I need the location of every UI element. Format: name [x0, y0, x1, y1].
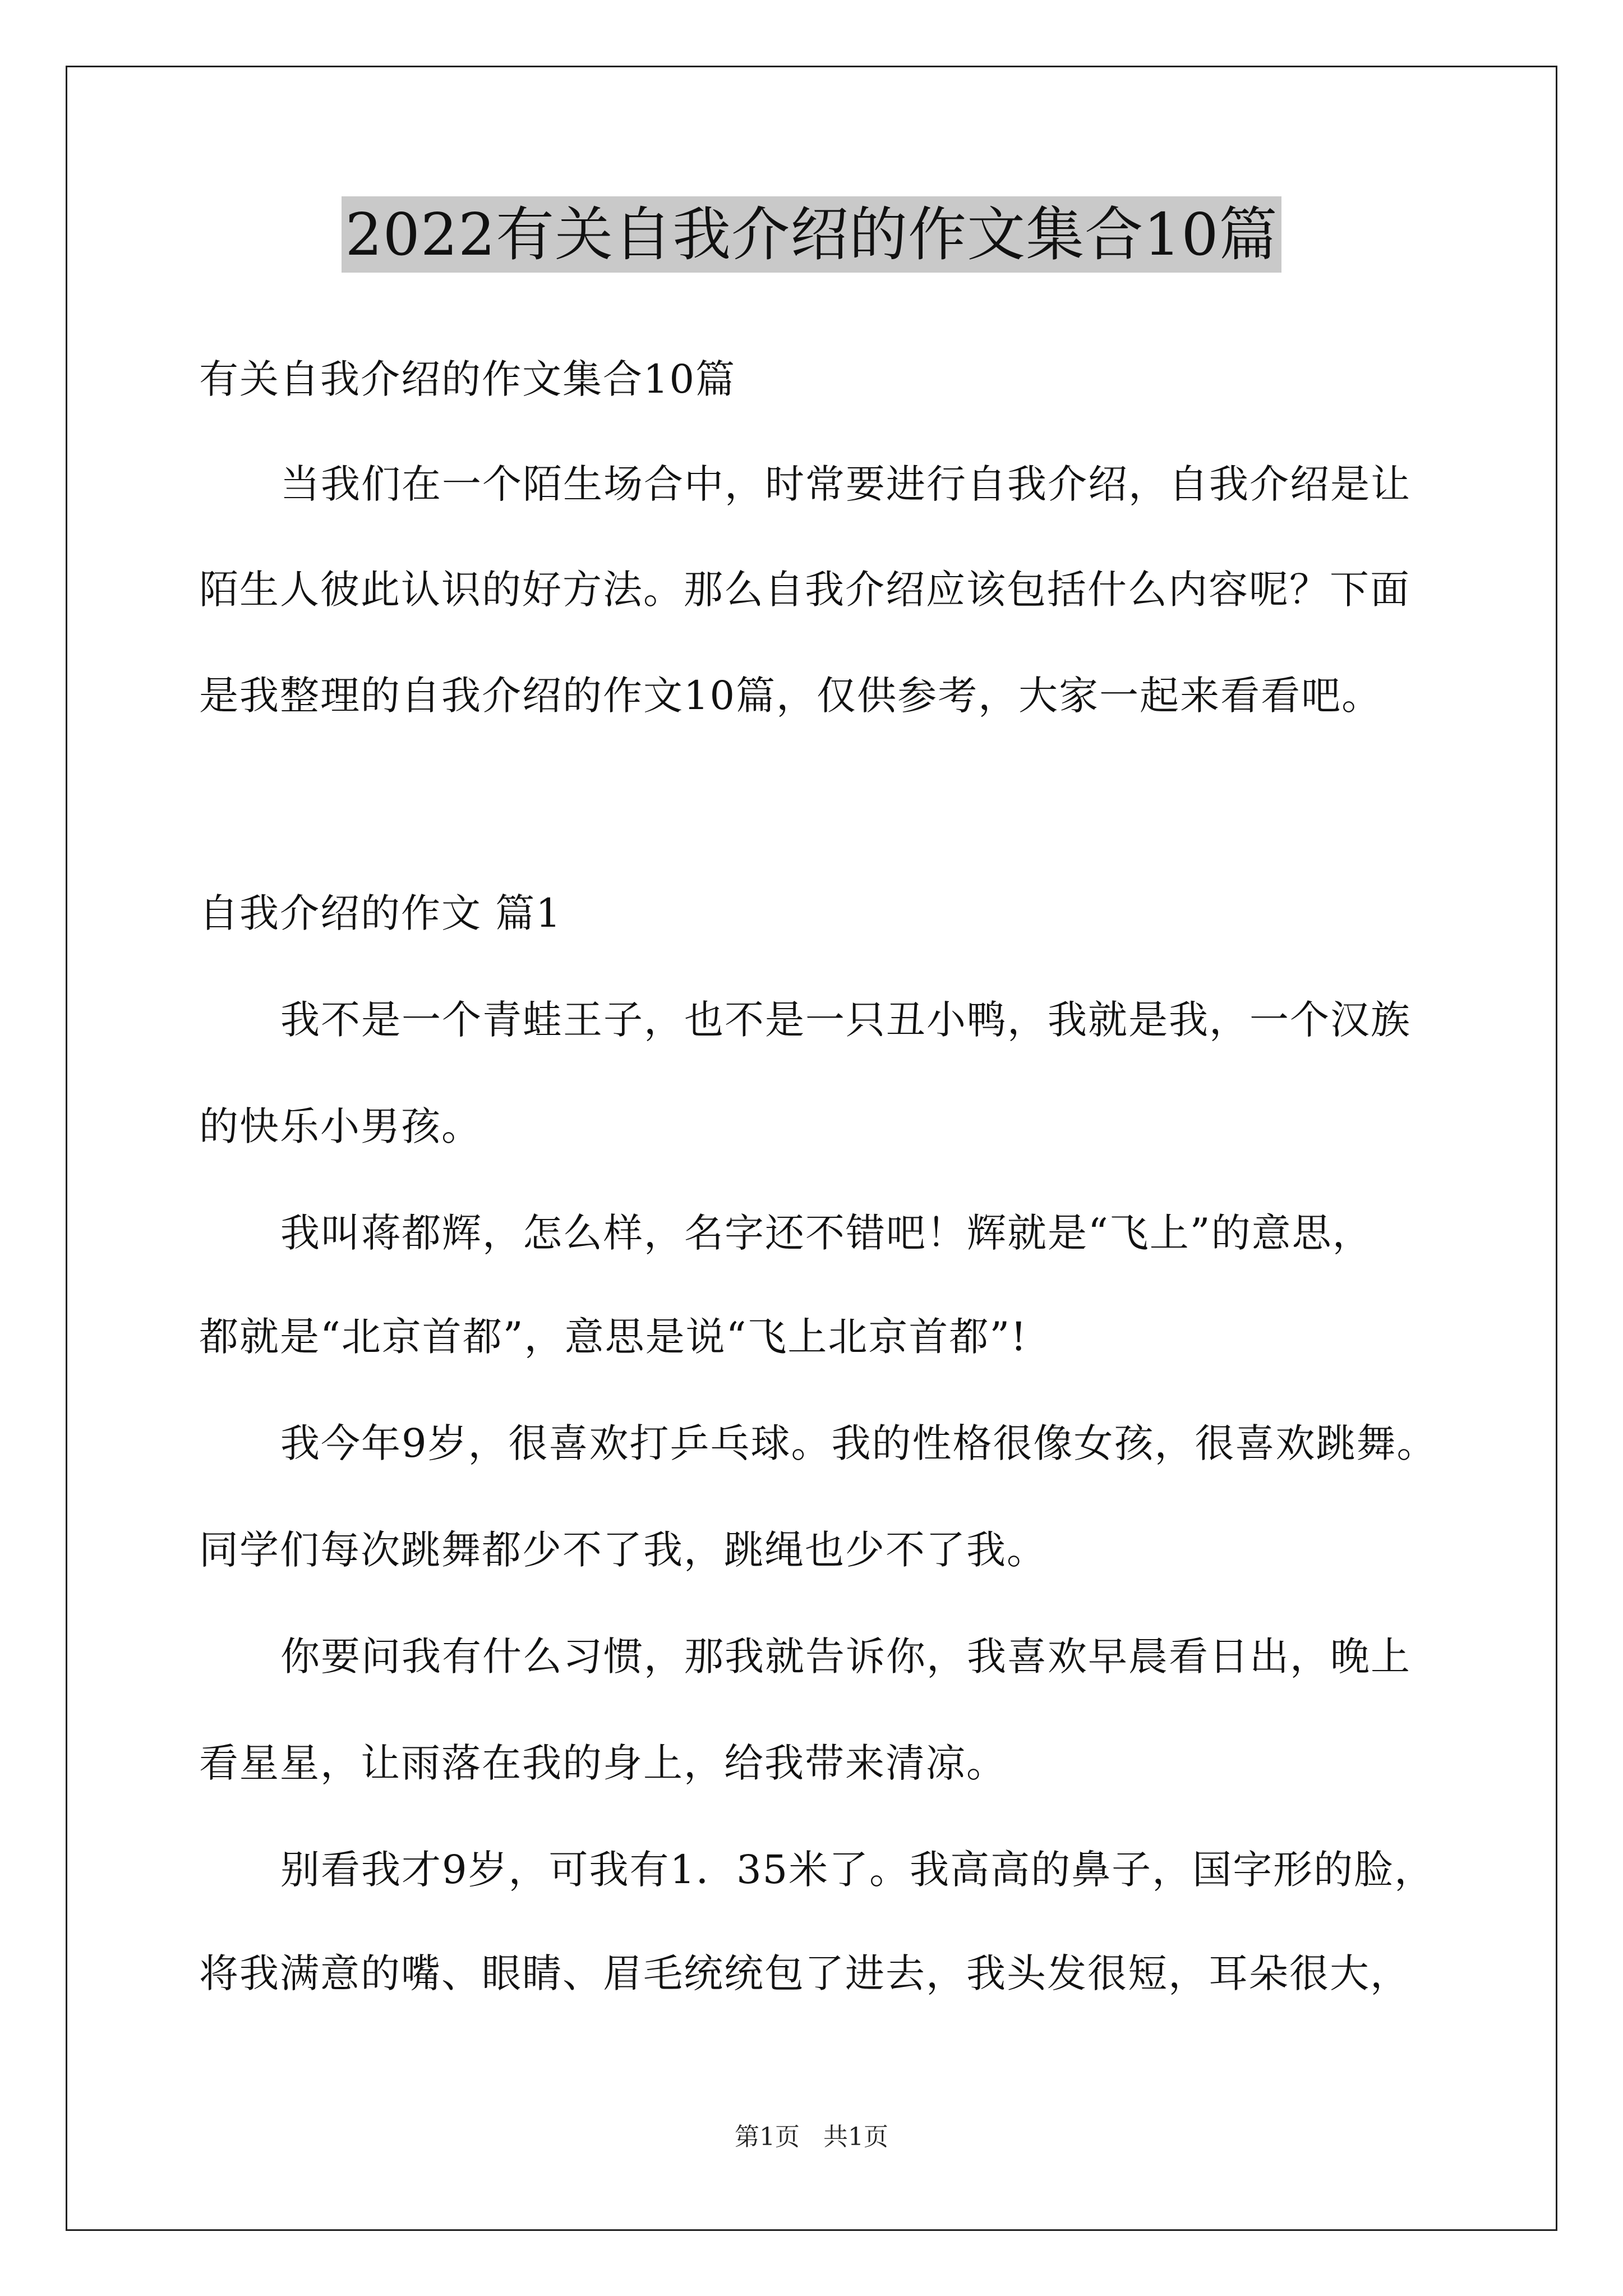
paragraph-1-line-1: 我不是一个青蛙王子，也不是一只丑小鸭，我就是我，一个汉族 — [280, 997, 1411, 1043]
paragraph-3-line-1: 我今年9岁，很喜欢打乒乓球。我的性格很像女孩，很喜欢跳舞。 — [280, 1420, 1437, 1466]
paragraph-1-line-2: 的快乐小男孩。 — [199, 1103, 482, 1149]
paragraph-5-line-1: 别看我才9岁，可我有1．35米了。我高高的鼻子，国字形的脸， — [280, 1847, 1435, 1893]
intro-line-1: 当我们在一个陌生场合中，时常要进行自我介绍，自我介绍是让 — [280, 461, 1411, 507]
paragraph-2-line-2: 都就是“北京首都”，意思是说“飞上北京首都”! — [199, 1314, 1028, 1360]
paragraph-4-line-1: 你要问我有什么习惯，那我就告诉你，我喜欢早晨看日出，晚上 — [280, 1634, 1411, 1680]
paragraph-5-line-2: 将我满意的嘴、眼睛、眉毛统统包了进去，我头发很短，耳朵很大， — [199, 1950, 1410, 1996]
paragraph-3-line-2: 同学们每次跳舞都少不了我，跳绳也少不了我。 — [199, 1527, 1047, 1573]
subtitle-line: 有关自我介绍的作文集合10篇 — [199, 356, 736, 402]
section-heading: 自我介绍的作文 篇1 — [199, 890, 562, 936]
paragraph-2-line-1: 我叫蒋都辉，怎么样，名字还不错吧！辉就是“飞上”的意思， — [280, 1210, 1373, 1256]
intro-line-2: 陌生人彼此认识的好方法。那么自我介绍应该包括什么内容呢？下面 — [199, 567, 1410, 613]
title-container — [0, 196, 1623, 273]
intro-line-3: 是我整理的自我介绍的作文10篇，仅供参考，大家一起来看看吧。 — [199, 673, 1382, 719]
document-title: 2022有关自我介绍的作文集合10篇 — [342, 196, 1281, 273]
page-footer: 第1页 共1页 — [735, 2123, 888, 2151]
paragraph-4-line-2: 看星星，让雨落在我的身上，给我带来清凉。 — [199, 1740, 1007, 1786]
